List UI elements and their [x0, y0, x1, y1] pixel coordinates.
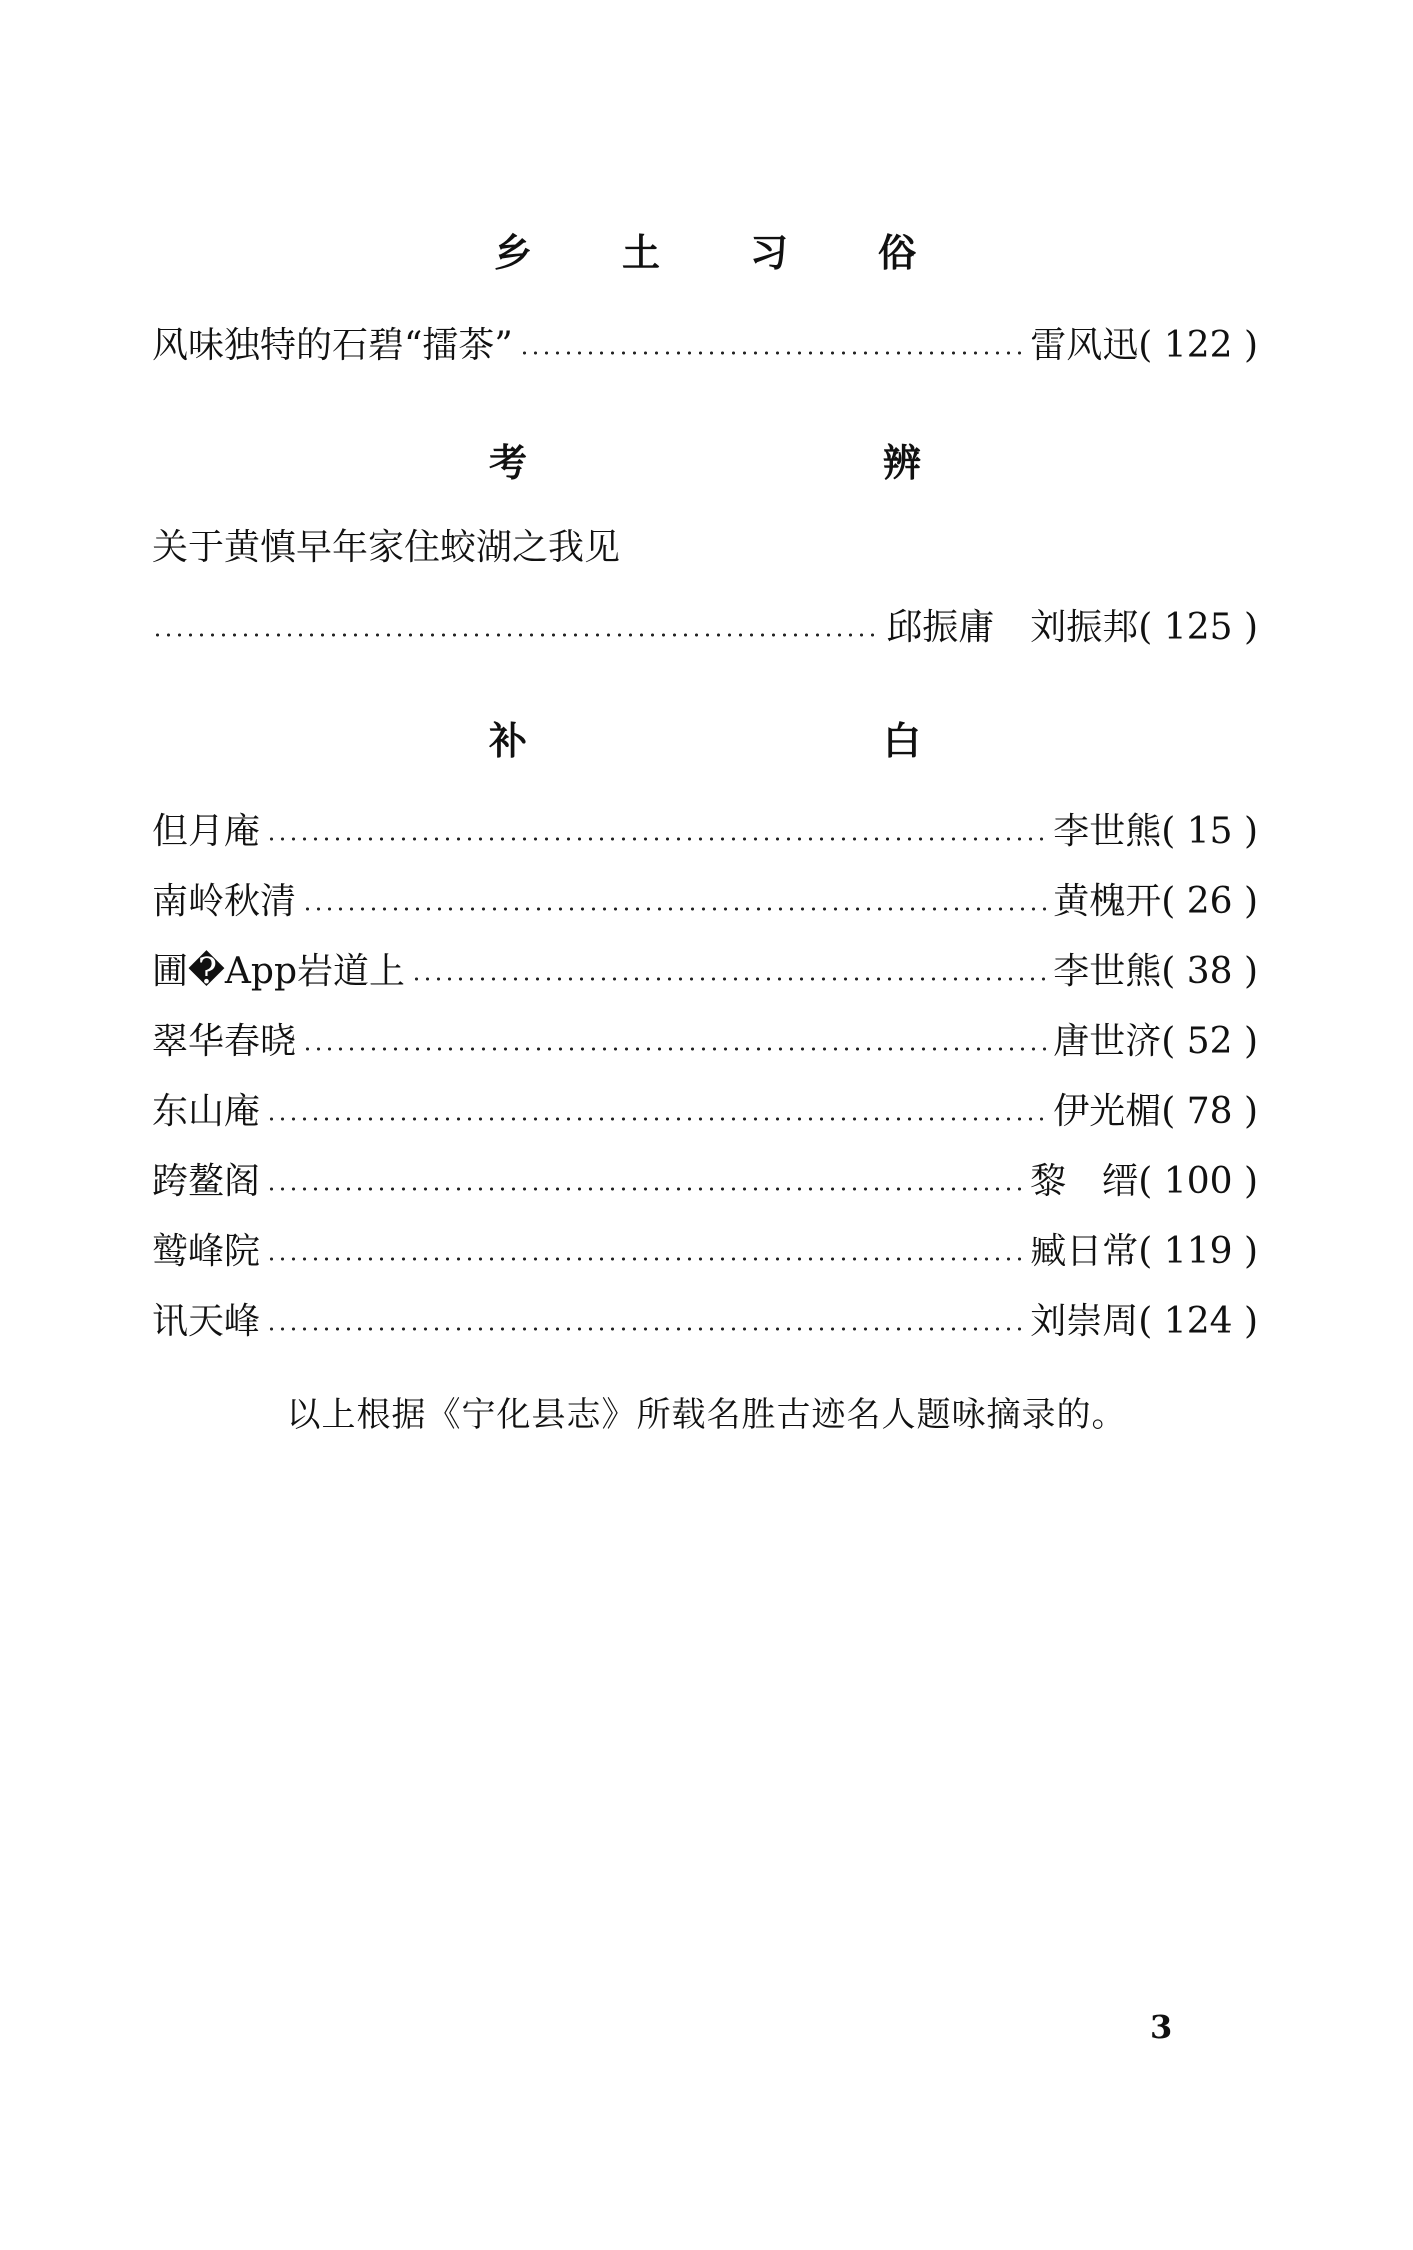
- heading-char: 习: [750, 231, 789, 275]
- toc-entry-author: 黄槐开: [1053, 881, 1162, 922]
- toc-entry-page: ( 124 ): [1138, 1301, 1258, 1342]
- heading-char: 考: [488, 441, 527, 485]
- dot-leader: [266, 1187, 1024, 1191]
- toc-entry: [152, 1156, 1258, 1208]
- toc-entry-page: ( 100 ): [1138, 1161, 1258, 1202]
- toc-entry-title: 东山庵: [152, 1091, 261, 1132]
- toc-entry: [152, 602, 1258, 654]
- dot-leader: [302, 907, 1047, 911]
- heading-char: 乡: [493, 231, 532, 275]
- page-number: 3: [1150, 2008, 1173, 2046]
- toc-entry-author: 刘崇周: [1030, 1301, 1139, 1342]
- section-heading-supplement: [150, 710, 1260, 765]
- toc-entry-page: ( 26 ): [1161, 881, 1258, 922]
- toc-entry-page: ( 122 ): [1138, 325, 1258, 366]
- toc-entry-page: ( 38 ): [1161, 951, 1258, 992]
- section-heading-research: [150, 432, 1260, 487]
- section-heading-folk-customs: [150, 222, 1260, 277]
- toc-entry: [152, 1296, 1258, 1348]
- toc-entry-author: 伊光楣: [1053, 1091, 1162, 1132]
- toc-entry: [152, 1086, 1258, 1138]
- toc-entry-page: ( 78 ): [1161, 1091, 1258, 1132]
- toc-entry: [152, 806, 1258, 858]
- toc-entry-title: 跨鳌阁: [152, 1161, 261, 1202]
- dot-leader: [266, 1327, 1024, 1331]
- toc-entry-page: ( 125 ): [1138, 607, 1258, 648]
- toc-entry-title: 关于黄慎早年家住蛟湖之我见: [152, 527, 621, 568]
- toc-entry-title: 南岭秋清: [152, 881, 297, 922]
- heading-char: 俗: [878, 231, 917, 275]
- dot-leader: [266, 1257, 1024, 1261]
- toc-entry-title: 但月庵: [152, 811, 261, 852]
- toc-entry: [152, 946, 1258, 998]
- toc-entry-author: 李世熊: [1053, 811, 1162, 852]
- heading-char: 土: [621, 231, 660, 275]
- toc-entry-author: 邱振庸 刘振邦: [886, 607, 1139, 648]
- toc-entry-title: 鹫峰院: [152, 1231, 261, 1272]
- toc-entry: [152, 320, 1258, 372]
- dot-leader: [266, 837, 1047, 841]
- toc-entry-author: 臧日常: [1030, 1231, 1139, 1272]
- dot-leader: [266, 1117, 1047, 1121]
- dot-leader: [411, 977, 1047, 981]
- toc-entry-page: ( 52 ): [1161, 1021, 1258, 1062]
- source-note: 以上根据《宁化县志》所载名胜古迹名人题咏摘录的。: [286, 1395, 1127, 1435]
- dot-leader: [152, 633, 880, 637]
- heading-char: 补: [488, 719, 527, 763]
- heading-char: 辨: [883, 441, 922, 485]
- dot-leader: [302, 1047, 1047, 1051]
- toc-entry: [152, 876, 1258, 928]
- toc-entry-author: 黎 缙: [1030, 1161, 1139, 1202]
- toc-entry-author: 雷风迅: [1030, 325, 1139, 366]
- toc-entry-author: 唐世济: [1053, 1021, 1162, 1062]
- toc-entry-title: 讯天峰: [152, 1301, 261, 1342]
- toc-entry: [152, 1226, 1258, 1278]
- toc-entry: [152, 1016, 1258, 1068]
- dot-leader: [519, 351, 1024, 355]
- toc-entry-page: ( 15 ): [1161, 811, 1258, 852]
- toc-entry-page: ( 119 ): [1138, 1231, 1258, 1272]
- toc-entry-title: 风味独特的石碧“擂茶”: [152, 325, 513, 366]
- heading-char: 白: [883, 719, 922, 763]
- toc-entry-title: 翠华春晓: [152, 1021, 297, 1062]
- toc-entry-title: 圃�App岩道上: [152, 951, 406, 992]
- toc-entry-author: 李世熊: [1053, 951, 1162, 992]
